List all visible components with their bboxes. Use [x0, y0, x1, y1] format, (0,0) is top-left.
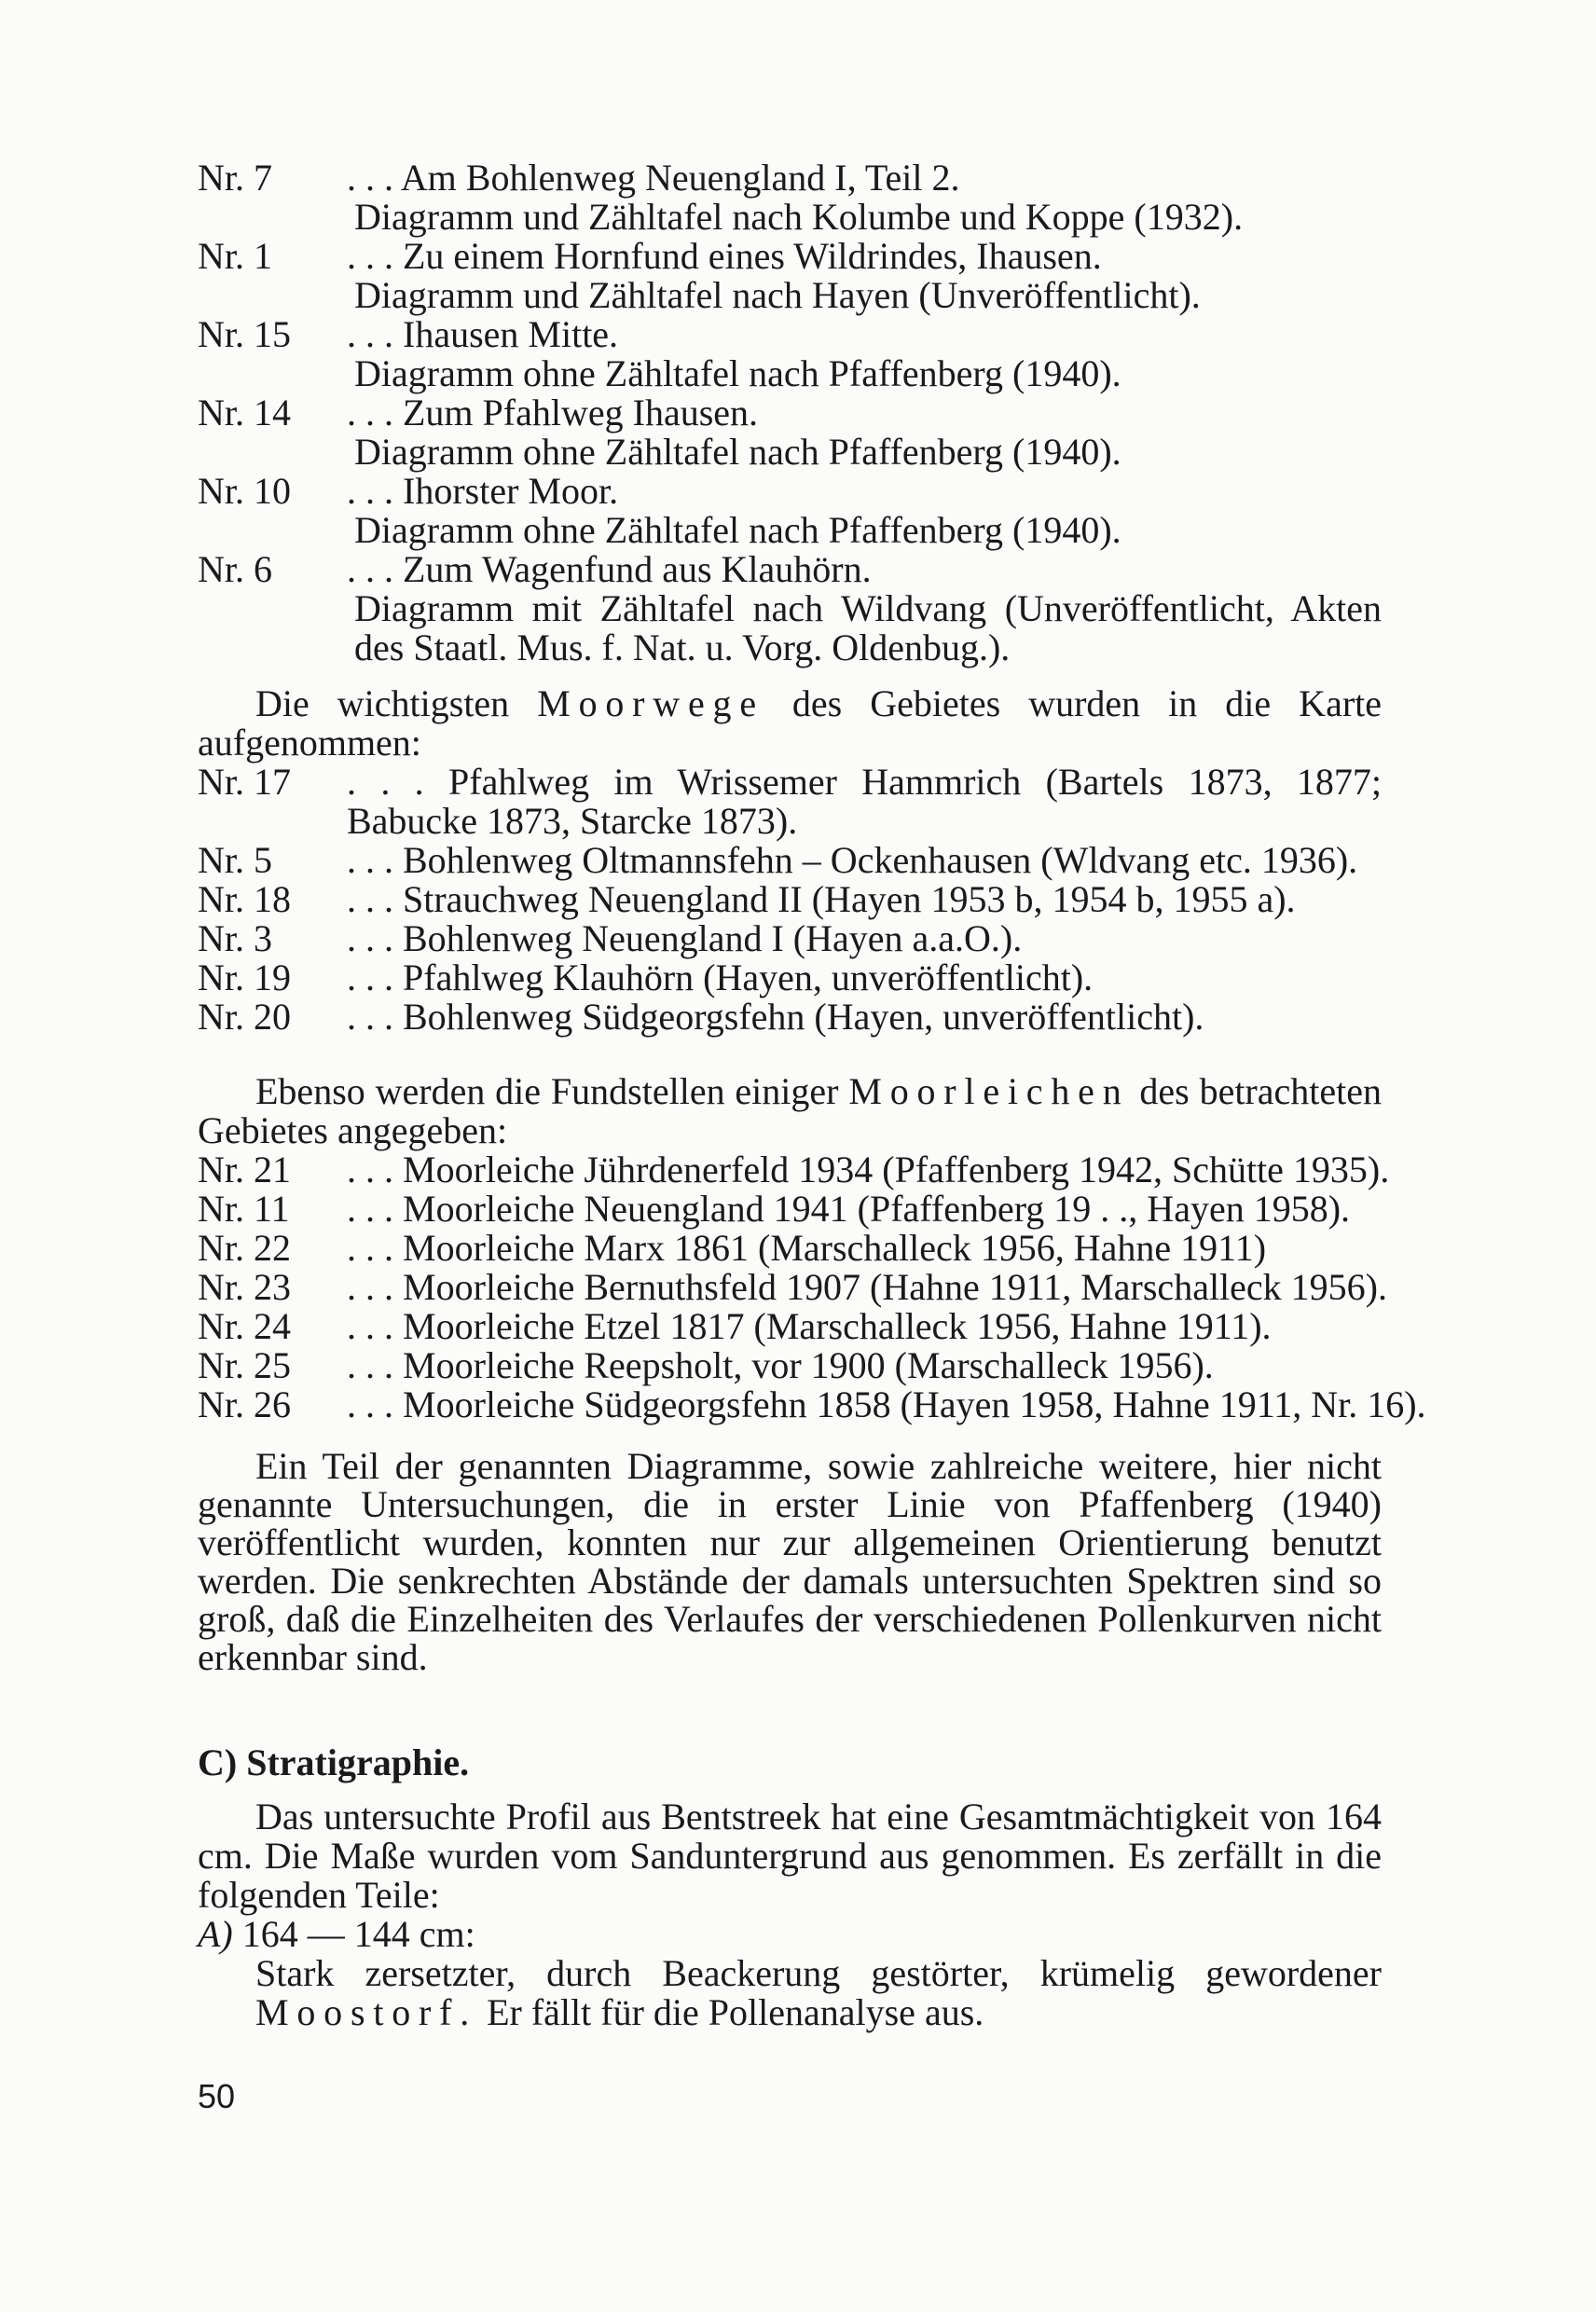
list-item — [198, 1149, 1390, 1190]
leader-dots: . . . — [347, 1227, 403, 1269]
entry-number: Nr. 3 — [198, 917, 272, 959]
entry-text: Moorleiche Bernuthsfeld 1907 (Hahne 1911, Marschalleck 1956). — [403, 1266, 1387, 1308]
entry-number: Nr. 6 — [198, 548, 272, 590]
entry-number: Nr. 22 — [198, 1227, 291, 1269]
entry-number: Nr. 24 — [198, 1305, 291, 1347]
moorleichen-intro — [198, 1072, 1382, 1150]
leader-dots: . . . — [347, 1188, 403, 1230]
entry-number: Nr. 23 — [198, 1266, 291, 1308]
entry-number: Nr. 10 — [198, 470, 291, 512]
intro-text: Die wichtigsten — [255, 682, 510, 724]
entry-text: Moorleiche Jührdenerfeld 1934 (Pfaffenberg 1942, Schütte 1935). — [403, 1149, 1390, 1190]
leader-dots: . . . — [347, 996, 403, 1038]
leader-dots: . . . — [347, 157, 401, 199]
diagram-paragraph-block — [198, 1447, 1382, 1676]
entry-text: Pfahlweg im Wrissemer Hammrich (Bartels 1873, 1877; Babucke 1873, Starcke 1873). — [347, 761, 1383, 842]
list-item — [198, 158, 1382, 237]
entry-number: Nr. 19 — [198, 956, 291, 998]
intro-text: Ebenso werden die Fundstellen einiger — [255, 1070, 839, 1112]
list-item — [198, 880, 1382, 919]
list-item — [198, 1307, 1382, 1346]
entry-text: Moorleiche Südgeorgsfehn 1858 (Hayen 1958, Hahne 1911, Nr. 16). — [403, 1383, 1426, 1425]
leader-dots: . . . — [347, 235, 403, 277]
profile-paragraph: Das untersuchte Profil aus Bentstreek hat eine Gesamtmächtigkeit von 164 cm. Die Maße wurden vom Sanduntergrund aus genommen. Es zerfällt in die folgenden Teile: — [198, 1796, 1382, 1916]
list-item — [198, 763, 1382, 841]
moorleichen-section — [198, 1070, 1426, 1425]
leader-dots: . . . — [347, 839, 403, 881]
entry-text: Bohlenweg Südgeorgsfehn (Hayen, unveröffentlicht). — [403, 996, 1204, 1038]
entry-text: Moorleiche Marx 1861 (Marschalleck 1956, Hahne 1911) — [403, 1227, 1267, 1269]
entry-number: Nr. 11 — [198, 1188, 290, 1230]
list-item — [198, 550, 1382, 667]
section-heading: C) Stratigraphie. — [198, 1741, 470, 1783]
diagram-paragraph: Ein Teil der genannten Diagramme, sowie zahlreiche weitere, hier nicht genannte Untersuchungen, die in erster Linie von Pfaffenberg (1940) veröffentlicht wurden, konnten nur zur allgemeinen Orientierung benutzt werden. Die senkrechten Abstände der damals untersuchten Spektren sind so groß, daß die Einzelheiten des Verlaufes der verschiedenen Pollenkurven nicht erkennbar sind. — [198, 1445, 1382, 1678]
list-item — [198, 393, 1382, 472]
entry-text: Ihorster Moor. — [403, 470, 619, 512]
layer-label: A) — [198, 1913, 233, 1955]
entry-text: Zu einem Hornfund eines Wildrindes, Ihausen. — [403, 235, 1102, 277]
leader-dots: . . . — [347, 917, 403, 959]
entry-number: Nr. 1 — [198, 235, 272, 277]
list-item — [198, 1383, 1426, 1425]
entry-text: Strauchweg Neuengland II (Hayen 1953 b, 1954 b, 1955 a). — [403, 878, 1296, 920]
list-item — [198, 315, 1382, 393]
stratigraphie-section — [198, 1743, 1382, 2032]
entry-text: Moorleiche Etzel 1817 (Marschalleck 1956, Hahne 1911). — [403, 1305, 1272, 1347]
leader-dots: . . . — [347, 548, 403, 590]
leader-dots: . . . — [347, 1149, 403, 1190]
entry-number: Nr. 5 — [198, 839, 272, 881]
list-item — [198, 237, 1382, 315]
leader-dots: . . . — [347, 313, 403, 355]
entry-number: Nr. 15 — [198, 313, 291, 355]
page-number: 50 — [198, 2077, 236, 2115]
entry-number: Nr. 7 — [198, 157, 272, 199]
entry-text: Moorleiche Reepsholt, vor 1900 (Marschalleck 1956). — [403, 1344, 1214, 1386]
leader-dots: . . . — [347, 878, 403, 920]
layer-a-header — [198, 1915, 1382, 1954]
entry-subtext: Diagramm und Zähltafel nach Kolumbe und Koppe (1932). — [354, 196, 1244, 238]
moorwege-intro — [198, 684, 1382, 763]
layer-range: 164 — 144 cm: — [241, 1913, 475, 1955]
entry-subtext: Diagramm ohne Zähltafel nach Pfaffenberg (1940). — [354, 352, 1121, 394]
entry-number: Nr. 17 — [198, 761, 291, 803]
entry-text: Am Bohlenweg Neuengland I, Teil 2. — [400, 157, 960, 199]
layer-text: Stark zersetzter, durch Beackerung gestörter, krümelig gewordener — [255, 1952, 1382, 1994]
entry-number: Nr. 18 — [198, 878, 291, 920]
entry-text: Bohlenweg Neuengland I (Hayen a.a.O.). — [403, 917, 1023, 959]
spaced-term: Moostorf. — [255, 1991, 478, 2033]
layer-a-description — [198, 1954, 1382, 2032]
entry-number: Nr. 26 — [198, 1383, 291, 1425]
entry-number: Nr. 20 — [198, 996, 291, 1038]
list-item — [198, 958, 1382, 998]
leader-dots: . . . — [347, 1266, 403, 1308]
entry-subtext: Diagramm mit Zähltafel nach Wildvang (Unveröffentlicht, Akten des Staatl. Mus. f. Nat. u. Vorg. Oldenbug.). — [354, 587, 1382, 668]
leader-dots: . . . — [347, 761, 448, 803]
list-item — [198, 1346, 1382, 1385]
leader-dots: . . . — [347, 392, 403, 434]
moorwege-section — [198, 684, 1382, 1037]
entry-number: Nr. 14 — [198, 392, 291, 434]
list-item — [198, 472, 1382, 550]
entry-text: Pfahlweg Klauhörn (Hayen, unveröffentlicht). — [403, 956, 1094, 998]
list-item — [198, 1190, 1382, 1229]
layer-text: Er fällt für die Pollenanalyse aus. — [487, 1991, 984, 2033]
list-item — [198, 1266, 1387, 1308]
entry-text: Bohlenweg Oltmannsfehn – Ockenhausen (Wldvang etc. 1936). — [403, 839, 1358, 881]
entry-text: Moorleiche Neuengland 1941 (Pfaffenberg 19 . ., Hayen 1958). — [403, 1188, 1351, 1230]
list-item — [198, 998, 1382, 1037]
spaced-term: Moorleichen — [848, 1070, 1130, 1112]
list-item — [198, 1229, 1382, 1268]
entry-text: Zum Wagenfund aus Klauhörn. — [403, 548, 872, 590]
leader-dots: . . . — [347, 1305, 403, 1347]
entry-text: Zum Pfahlweg Ihausen. — [403, 392, 759, 434]
intro-text: des betrachteten Gebietes angegeben: — [198, 1070, 1382, 1151]
leader-dots: . . . — [347, 1344, 403, 1386]
intro-text: des Gebietes wurden in die Karte aufgenommen: — [198, 682, 1383, 764]
leader-dots: . . . — [347, 1383, 403, 1425]
entry-text: Ihausen Mitte. — [403, 313, 619, 355]
leader-dots: . . . — [347, 956, 403, 998]
list-item — [198, 841, 1382, 880]
entry-subtext: Diagramm und Zähltafel nach Hayen (Unveröffentlicht). — [354, 274, 1201, 316]
leader-dots: . . . — [347, 470, 403, 512]
list-item — [198, 919, 1382, 958]
spaced-term: Moorwege — [537, 682, 764, 724]
diagram-list — [198, 158, 1382, 667]
entry-subtext: Diagramm ohne Zähltafel nach Pfaffenberg (1940). — [354, 509, 1121, 551]
entry-number: Nr. 25 — [198, 1344, 291, 1386]
entry-subtext: Diagramm ohne Zähltafel nach Pfaffenberg (1940). — [354, 431, 1121, 473]
entry-number: Nr. 21 — [198, 1149, 291, 1190]
